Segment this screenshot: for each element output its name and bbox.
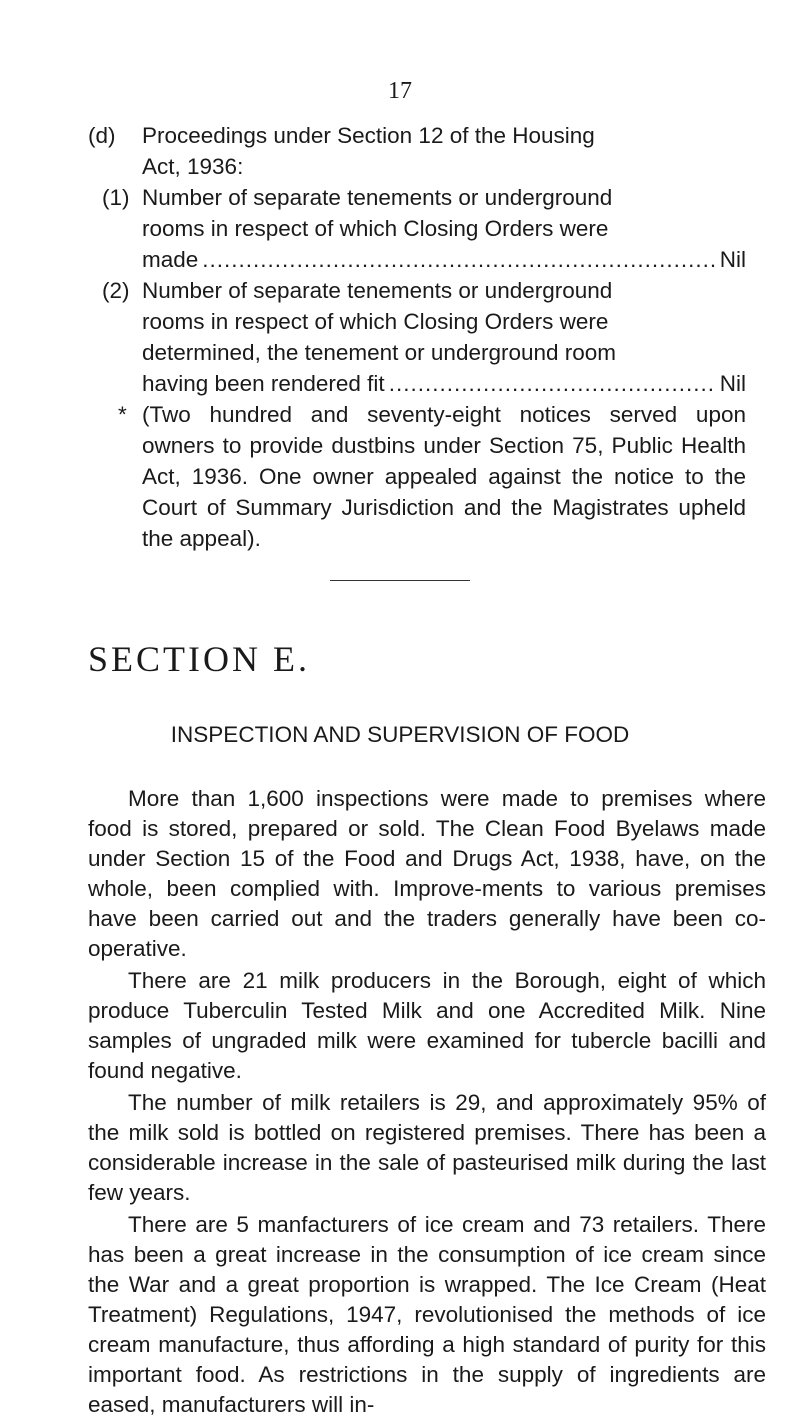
paragraph-milk-retailers: The number of milk retailers is 29, and approximately 95% of the milk sold is bottled on registered premises. There has been a considerable increase in the sale of pasteurised milk during the last few years.: [88, 1090, 766, 1205]
page-number: 17: [388, 78, 412, 104]
section-divider: [330, 580, 470, 581]
leader-row: [142, 244, 746, 275]
footnote-marker: *: [118, 402, 127, 427]
sub-item-value: Nil: [719, 371, 746, 396]
sub-item-line: determined, the tenement or underground room: [142, 340, 617, 365]
sub-item-line: rooms in respect of which Closing Orders were: [142, 309, 609, 334]
paragraph-ice-cream: There are 5 manfacturers of ice cream and 73 retailers. There has been a great increase in the consumption of ice cream since the War and a great proportion is wrapped. The Ice Cream (Heat Treatment) Regulations, 1947, revolutionised the methods of ice cream manufacture, thus affording a high standard of purity for this important food. As restrictions in the supply of ingredients are eased, manufacturers will in-: [88, 1212, 766, 1417]
section-heading: SECTION E.: [88, 639, 310, 679]
section-subheading: INSPECTION AND SUPERVISION OF FOOD: [170, 722, 630, 747]
paragraph-milk-producers: There are 21 milk producers in the Borough, eight of which produce Tuberculin Tested Milk and one Accredited Milk. Nine samples of ungraded milk were examined for tubercle bacilli and found negative.: [88, 968, 766, 1083]
paragraph-inspections: More than 1,600 inspections were made to premises where food is stored, prepared or sold. The Clean Food Byelaws made under Section 15 of the Food and Drugs Act, 1938, have, on the whole, been complied with. Improve-ments to various premises have been carried out and the traders generally have been co-operative.: [88, 786, 766, 961]
sub-item-last-text: made: [142, 247, 199, 272]
dot-leader: [389, 368, 716, 399]
item-heading-line-2: Act, 1936:: [142, 154, 244, 179]
sub-item-number: (1): [102, 185, 130, 210]
leader-row: [142, 368, 746, 399]
dot-leader: [202, 244, 715, 275]
sub-item-last-text: having been rendered fit: [142, 371, 385, 396]
footnote-text: (Two hundred and seventy-eight notices served upon owners to provide dustbins under Section 75, Public Health Act, 1936. One owner appealed against the notice to the Court of Summary Jurisdiction and the Magistrates upheld the appeal).: [142, 402, 746, 551]
item-heading-line-1: Proceedings under Section 12 of the Housing: [142, 123, 595, 148]
sub-item-number: (2): [102, 278, 130, 303]
sub-item-value: Nil: [719, 247, 746, 272]
sub-item-line: rooms in respect of which Closing Orders were: [142, 216, 609, 241]
item-label: (d): [88, 123, 116, 148]
item-heading: [142, 120, 742, 182]
sub-item-line: Number of separate tenements or underground: [142, 278, 613, 303]
sub-item-line: Number of separate tenements or underground: [142, 185, 613, 210]
